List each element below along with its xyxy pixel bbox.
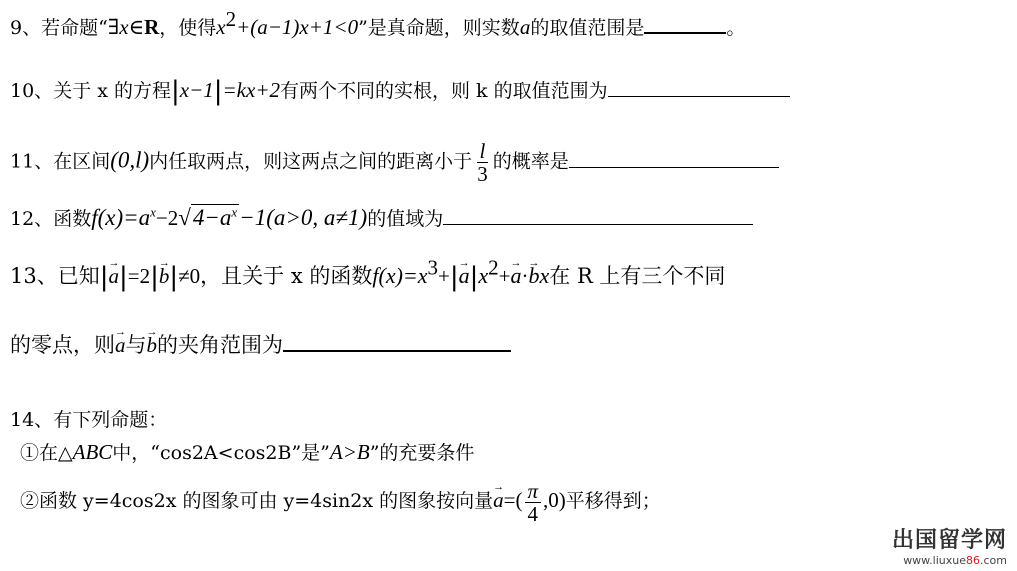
question-11: 11、在区间(0,l)内任取两点，则这两点之间的距离小于 $\frac{l}{3}$ 的概率是 [10, 140, 779, 185]
watermark-logo: 出国留学网 www.liuxue86.com [891, 528, 1007, 567]
question-13: 13、已知|→ a|=2|→ b|≠0，且关于 x 的函数$f(x)=x^3+|\to a|x^2+\to a\cdot\to$ bx在 R 上有三个不同 [10, 264, 725, 289]
question-14: 14、有下列命题： [10, 409, 168, 431]
proposition-1: ①在△ABC中，“cos2A<cos2B”是”A>B”的充要条件 [20, 440, 475, 464]
watermark-url: www.liuxue86.com [903, 554, 1007, 567]
proposition-2: ②函数 y=4cos2x 的图象可由 y=4sin2x 的图象按向量→ a=( $\frac{\pi}{4}$ ,0)平移得到； [20, 475, 661, 526]
equation: |x−1|=kx+2 [170, 76, 280, 106]
answer-blank [608, 78, 790, 97]
interval: (0,l) [110, 147, 150, 173]
ineq-expr: $x^2+(a-1)x+1<0$ [216, 7, 359, 39]
fraction-pi-over-4: $\frac{\pi}{4}$ [525, 480, 542, 525]
question-13-cont: 的零点，则→ a与→ b的夹角范围为 [10, 332, 511, 357]
answer-blank [283, 332, 511, 352]
real-set-symbol: R [144, 15, 160, 39]
function-expr: $f(x)=a^x-2√4-a^x-1(a>0$, a≠1) [91, 204, 368, 230]
question-9: 9、若命题“∃x∈R，使得$x^2+(a-1)x+1<0$”是真命题，则实数a的取值范围是 。 [10, 7, 746, 39]
vector-condition: |→ a|=2|→ b|≠0 [100, 264, 200, 288]
fraction-l-over-3: $\frac{l}{3}$ [477, 139, 488, 186]
exists-expr: ∃x∈ [107, 15, 145, 39]
answer-blank [443, 206, 753, 225]
question-10: 10、关于 x 的方程|x−1|=kx+2有两个不同的实根，则 k 的取值范围为 [10, 78, 790, 103]
question-12: 12、函数$f(x)=a^x-2√4-a^x-1(a>0$, a≠1)的值域为 [10, 206, 753, 231]
function-expr: $f(x)=x^3+|\to a|x^2+\to a\cdot\to$ bx [372, 263, 549, 288]
answer-blank [569, 149, 779, 168]
answer-blank [644, 14, 726, 34]
